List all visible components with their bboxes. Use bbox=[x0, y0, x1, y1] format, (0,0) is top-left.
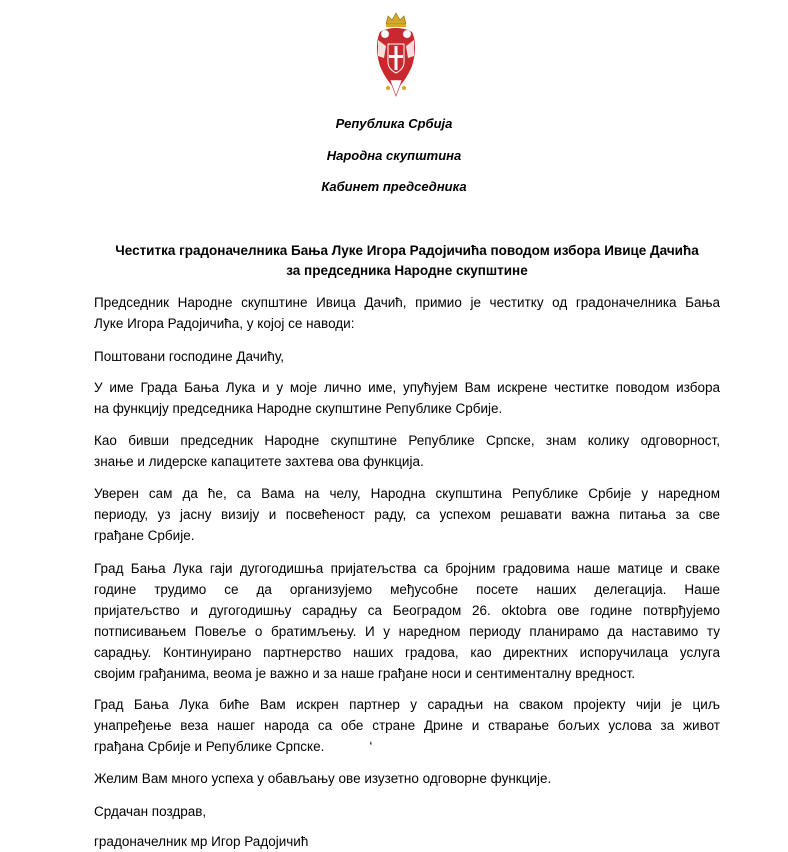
text-line: унапређење веза нашег народа са обе стране Дрине и стварање бољих услова за живот bbox=[94, 718, 720, 733]
text-line: Град Бања Лука гаји дугогодишња пријатељства са бројним градовима наше матице и сваке bbox=[94, 561, 720, 576]
serbian-coat-of-arms-icon bbox=[374, 10, 418, 100]
paragraph-congratulations bbox=[94, 377, 720, 419]
paragraph-partnership bbox=[94, 694, 720, 757]
text-line: потписивањем Повеље о братимљењу. И у наредном периоду планирамо да наставимо ту bbox=[94, 624, 720, 639]
text-line: Уверен сам да ће, са Вама на челу, Народна скупштина Републике Србије у наредном bbox=[94, 486, 720, 501]
paragraph-salutation bbox=[94, 346, 720, 367]
header-country: Република Србија bbox=[335, 116, 453, 131]
header-institution: Народна скупштина bbox=[326, 148, 462, 163]
text-line: Поштовани господине Дачићу, bbox=[94, 349, 284, 364]
header-office: Кабинет председника bbox=[321, 179, 467, 194]
closing-greeting bbox=[94, 801, 720, 822]
text-line: Као бивши председник Народне скупштине Републике Српске, знам колику одговорност, bbox=[94, 433, 720, 448]
text-line: пријатељство и дугогодишњу сарадњу са Београдом 26. oktobra ове године потврђујемо bbox=[94, 603, 720, 618]
text-line: својим грађанима, веома је важно и за наше грађане носи и сентиментaлну вредност. bbox=[94, 666, 636, 681]
text-line: У име Града Бања Лука и у моје лично име, упућујем Вам искрене честитке поводом избора bbox=[94, 380, 720, 395]
text-line: Срдачан поздрав, bbox=[94, 804, 207, 819]
text-line: Председник Народне скупштине Ивица Дачић, примио је честитку од градоначелника Бања bbox=[94, 295, 720, 310]
text-line: грађана Србије и Републике Српске. ‘ bbox=[94, 739, 373, 754]
paragraph-confidence bbox=[94, 483, 720, 546]
title-line: Честитка градоначелника Бања Луке Игора Радојичића поводом избора Ивице Дачића bbox=[115, 243, 699, 258]
title-line: за председника Народне скупштине bbox=[286, 263, 528, 278]
text-line: градоначелник мр Игор Радојичић bbox=[94, 834, 309, 849]
document-title bbox=[94, 241, 720, 281]
text-line: знање и лидерске капацитете захтева ова функција. bbox=[94, 454, 424, 469]
paragraph-experience bbox=[94, 430, 720, 472]
text-line: на функцију председника Народне скупштине Републике Србије. bbox=[94, 401, 503, 416]
paragraph-friendship bbox=[94, 558, 720, 684]
text-line: Желим Вам много успеха у обављању ове изузетно одговорне функције. bbox=[94, 771, 552, 786]
text-line: Град Бања Лука биће Вам искрен партнер у сарадњи на сваком пројекту чији је циљ bbox=[94, 697, 720, 712]
text-line: сарадњу. Континуирано партнерство наших градова, као директних испоручилаца услуга bbox=[94, 645, 720, 660]
paragraph-wishes bbox=[94, 768, 720, 789]
paragraph-intro bbox=[94, 292, 720, 334]
text-line: Луке Игора Радојичића, у којој се наводи: bbox=[94, 316, 355, 331]
text-line: године трудимо се да организујемо међусобне посете наших делегација. Наше bbox=[94, 582, 720, 597]
text-line: периоду, уз јасну визију и посвећеност раду, са успехом решавати важна питања за све bbox=[94, 507, 720, 522]
text-line: грађане Србије. bbox=[94, 528, 195, 543]
